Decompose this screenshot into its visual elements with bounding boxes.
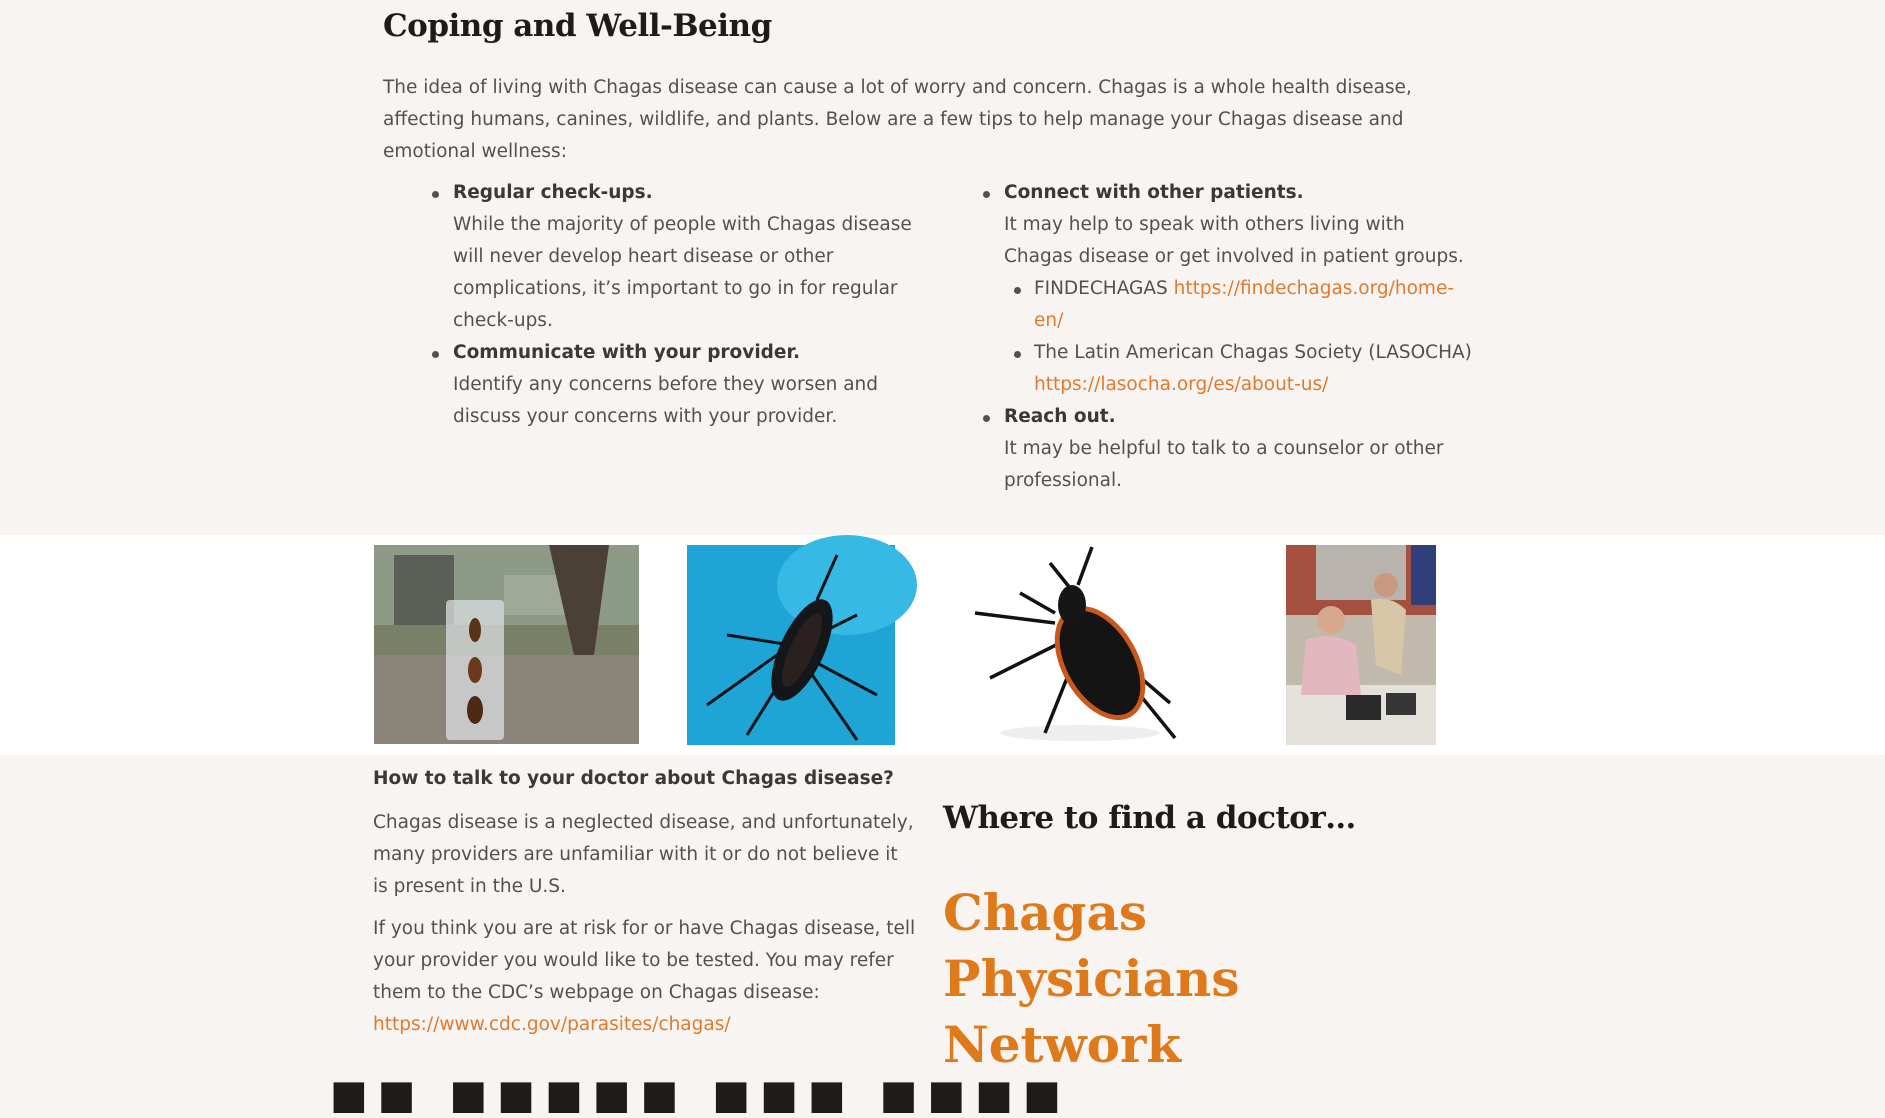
chagas-physicians-network-link[interactable]: Chagas Physicians Network	[943, 883, 1240, 1074]
talk-to-doctor-heading: How to talk to your doctor about Chagas disease?	[373, 768, 894, 789]
tip-description: It may help to speak with others living with Chagas disease or get involved in patient groups.	[1004, 214, 1464, 267]
group-name: FINDECHAGAS	[1034, 278, 1168, 299]
tip-title: Regular check-ups.	[453, 182, 653, 203]
tip-regular-checkups	[453, 177, 943, 337]
findechagas-link[interactable]: https://findechagas.org/home-en/	[1034, 278, 1455, 331]
tip-communicate-provider	[453, 337, 943, 433]
partial-heading-shape: ■■ ■■■■■ ■■■ ■■■■	[330, 1071, 1071, 1118]
find-doctor-heading: Where to find a doctor…	[943, 800, 1356, 836]
coping-heading: Coping and Well-Being	[383, 8, 772, 44]
talk-paragraph-2	[373, 913, 918, 1041]
group-name: The Latin American Chagas Society (LASOCHA)	[1034, 342, 1472, 363]
kissing-bug-on-glove-photo	[687, 545, 895, 745]
next-section-heading-partial	[330, 1071, 1430, 1118]
cdc-chagas-link[interactable]: https://www.cdc.gov/parasites/chagas/	[373, 1014, 731, 1035]
coping-intro: The idea of living with Chagas disease can cause a lot of worry and concern. Chagas is a whole health disease, affecting humans, canines, wildlife, and plants. Below are a few tips to help manage your Chagas disease and emotional wellness:	[383, 77, 1412, 162]
tip-description: It may be helpful to talk to a counselor or other professional.	[1004, 438, 1444, 491]
talk-paragraph-1: Chagas disease is a neglected disease, and unfortunately, many providers are unfamiliar with it or do not believe it is present in the U.S.	[373, 812, 914, 897]
tip-reach-out	[1004, 401, 1474, 497]
group-lasocha	[1034, 337, 1474, 401]
talk-paragraph-2-text: If you think you are at risk for or have Chagas disease, tell your provider you would like to be tested. You may refer them to the CDC’s webpage on Chagas disease:	[373, 918, 916, 1003]
patient-groups-list	[1004, 273, 1474, 401]
tip-title: Connect with other patients.	[1004, 182, 1304, 203]
tips-left-list	[453, 177, 943, 433]
tip-connect-patients	[1004, 177, 1474, 401]
tip-title: Communicate with your provider.	[453, 342, 800, 363]
lasocha-link[interactable]: https://lasocha.org/es/about-us/	[1034, 374, 1329, 395]
group-findechagas	[1034, 273, 1474, 337]
tips-right-list	[1004, 177, 1474, 497]
photo-gallery	[0, 535, 1885, 755]
people-examining-specimens-photo	[1286, 545, 1436, 745]
tip-description: While the majority of people with Chagas disease will never develop heart disease or other complications, it’s important to go in for regular check-ups.	[453, 214, 912, 331]
kissing-bug-photo	[960, 543, 1185, 748]
tip-title: Reach out.	[1004, 406, 1116, 427]
tip-description: Identify any concerns before they worsen and discuss your concerns with your provider.	[453, 374, 878, 427]
insect-specimen-block-photo	[374, 545, 639, 744]
talk-to-doctor-body	[373, 807, 918, 1051]
